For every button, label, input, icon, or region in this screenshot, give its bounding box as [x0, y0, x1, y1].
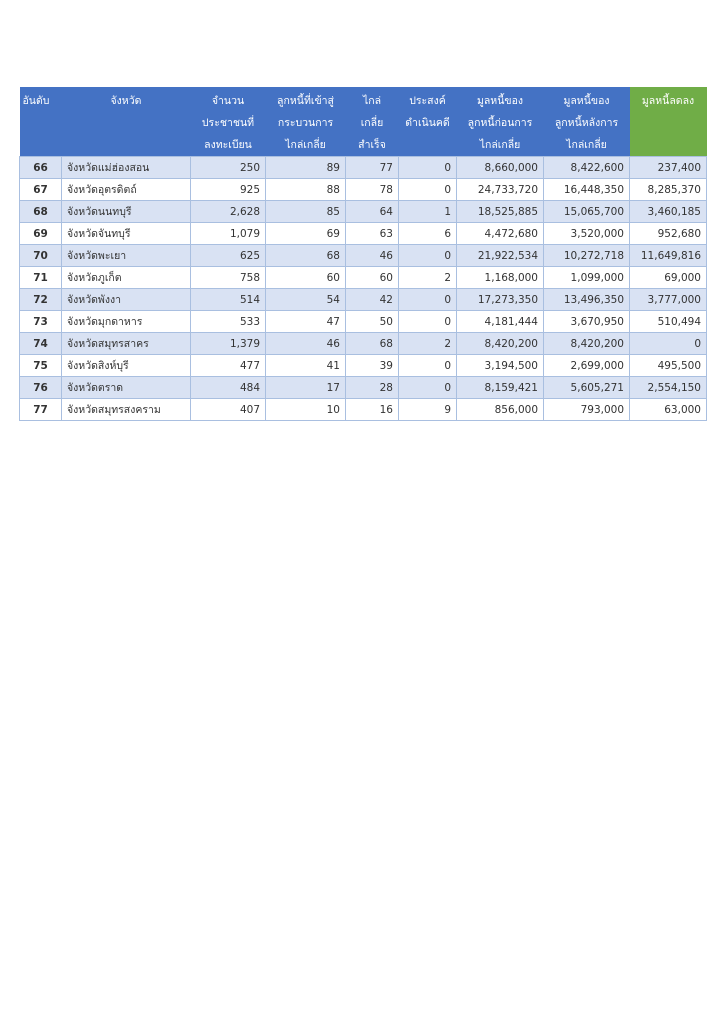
table-row — [20, 245, 707, 267]
debt-before-cell: 4,472,680 — [457, 223, 544, 245]
table-row — [20, 355, 707, 377]
rank-cell: 76 — [20, 377, 62, 399]
province-cell: จังหวัดพังงา — [62, 289, 191, 311]
table-row — [20, 223, 707, 245]
wish-to-sue-cell: 0 — [399, 157, 457, 179]
debt-before-cell: 24,733,720 — [457, 179, 544, 201]
header-entered-process — [266, 87, 346, 157]
wish-to-sue-cell: 9 — [399, 399, 457, 421]
header-debt-reduced — [630, 87, 707, 157]
header-text-line: จังหวัด — [110, 95, 142, 107]
table-row — [20, 179, 707, 201]
entered-process-cell: 17 — [266, 377, 346, 399]
mediated-success-cell: 78 — [346, 179, 399, 201]
table-row — [20, 267, 707, 289]
registered-cell: 533 — [191, 311, 266, 333]
header-text-line: ลูกหนี้หลังการ — [554, 117, 619, 129]
debt-reduced-cell: 2,554,150 — [630, 377, 707, 399]
debt-after-cell: 2,699,000 — [544, 355, 630, 377]
debt-reduced-cell: 3,460,185 — [630, 201, 707, 223]
header-text-line: ประสงค์ — [409, 95, 446, 107]
header-text-line: อันดับ — [22, 95, 50, 107]
mediated-success-cell: 63 — [346, 223, 399, 245]
mediated-success-cell: 60 — [346, 267, 399, 289]
debt-before-cell: 4,181,444 — [457, 311, 544, 333]
mediated-success-cell: 64 — [346, 201, 399, 223]
rank-cell: 69 — [20, 223, 62, 245]
debt-reduced-cell: 0 — [630, 333, 707, 355]
mediated-success-cell: 16 — [346, 399, 399, 421]
entered-process-cell: 68 — [266, 245, 346, 267]
entered-process-cell: 60 — [266, 267, 346, 289]
entered-process-cell: 88 — [266, 179, 346, 201]
registered-cell: 2,628 — [191, 201, 266, 223]
mediated-success-cell: 42 — [346, 289, 399, 311]
rank-cell: 70 — [20, 245, 62, 267]
header-text-line: มูลหนี้ลดลง — [641, 95, 695, 107]
registered-cell: 758 — [191, 267, 266, 289]
rank-cell: 73 — [20, 311, 62, 333]
registered-cell: 925 — [191, 179, 266, 201]
header-registered — [191, 87, 266, 157]
debt-after-cell: 8,422,600 — [544, 157, 630, 179]
debt-after-cell: 5,605,271 — [544, 377, 630, 399]
header-text-line: ไกล่เกลี่ย — [566, 139, 607, 151]
debt-reduced-cell: 3,777,000 — [630, 289, 707, 311]
header-text-line: ลูกหนี้ที่เข้าสู่ — [277, 95, 334, 107]
debt-reduced-cell: 11,649,816 — [630, 245, 707, 267]
table-body — [20, 157, 707, 421]
debt-after-cell: 3,520,000 — [544, 223, 630, 245]
debt-before-cell: 1,168,000 — [457, 267, 544, 289]
debt-before-cell: 17,273,350 — [457, 289, 544, 311]
entered-process-cell: 47 — [266, 311, 346, 333]
header-wish-to-sue — [399, 87, 457, 157]
province-cell: จังหวัดจันทบุรี — [62, 223, 191, 245]
debt-after-cell: 1,099,000 — [544, 267, 630, 289]
province-cell: จังหวัดสิงห์บุรี — [62, 355, 191, 377]
header-row — [20, 87, 707, 157]
entered-process-cell: 10 — [266, 399, 346, 421]
province-cell: จังหวัดแม่ฮ่องสอน — [62, 157, 191, 179]
rank-cell: 77 — [20, 399, 62, 421]
rank-cell: 71 — [20, 267, 62, 289]
wish-to-sue-cell: 1 — [399, 201, 457, 223]
province-cell: จังหวัดอุตรดิตถ์ — [62, 179, 191, 201]
mediated-success-cell: 39 — [346, 355, 399, 377]
mediated-success-cell: 68 — [346, 333, 399, 355]
province-cell: จังหวัดมุกดาหาร — [62, 311, 191, 333]
province-cell: จังหวัดพะเยา — [62, 245, 191, 267]
table-row — [20, 333, 707, 355]
province-cell: จังหวัดภูเก็ต — [62, 267, 191, 289]
header-text-line: ดำเนินคดี — [405, 117, 450, 129]
debt-before-cell: 8,159,421 — [457, 377, 544, 399]
header-text-line: ไกล่เกลี่ย — [285, 139, 326, 151]
entered-process-cell: 69 — [266, 223, 346, 245]
registered-cell: 1,079 — [191, 223, 266, 245]
rank-cell: 66 — [20, 157, 62, 179]
header-text-line: จำนวน — [211, 95, 245, 107]
table-row — [20, 289, 707, 311]
entered-process-cell: 85 — [266, 201, 346, 223]
header-province — [62, 87, 191, 157]
table-row — [20, 157, 707, 179]
header-text-line: ไกล่เกลี่ย — [479, 139, 521, 151]
debt-before-cell: 21,922,534 — [457, 245, 544, 267]
debt-after-cell: 10,272,718 — [544, 245, 630, 267]
debt-reduced-cell: 8,285,370 — [630, 179, 707, 201]
table-row — [20, 311, 707, 333]
mediated-success-cell: 46 — [346, 245, 399, 267]
registered-cell: 484 — [191, 377, 266, 399]
debt-reduced-cell: 510,494 — [630, 311, 707, 333]
wish-to-sue-cell: 6 — [399, 223, 457, 245]
table-row — [20, 399, 707, 421]
entered-process-cell: 46 — [266, 333, 346, 355]
wish-to-sue-cell: 0 — [399, 289, 457, 311]
header-rank — [20, 87, 62, 157]
registered-cell: 250 — [191, 157, 266, 179]
registered-cell: 407 — [191, 399, 266, 421]
province-cell: จังหวัดสมุทรสงคราม — [62, 399, 191, 421]
mediated-success-cell: 77 — [346, 157, 399, 179]
wish-to-sue-cell: 0 — [399, 179, 457, 201]
wish-to-sue-cell: 0 — [399, 377, 457, 399]
wish-to-sue-cell: 2 — [399, 267, 457, 289]
debt-before-cell: 8,660,000 — [457, 157, 544, 179]
debt-after-cell: 16,448,350 — [544, 179, 630, 201]
province-cell: จังหวัดนนทบุรี — [62, 201, 191, 223]
debt-after-cell: 8,420,200 — [544, 333, 630, 355]
rank-cell: 67 — [20, 179, 62, 201]
header-text-line: ลงทะเบียน — [204, 139, 252, 151]
entered-process-cell: 41 — [266, 355, 346, 377]
debt-reduced-cell: 495,500 — [630, 355, 707, 377]
table-row — [20, 377, 707, 399]
debt-after-cell: 15,065,700 — [544, 201, 630, 223]
header-text-line: ไกล่ — [362, 95, 382, 107]
wish-to-sue-cell: 0 — [399, 355, 457, 377]
header-text-line: มูลหนี้ของ — [476, 95, 524, 107]
rank-cell: 74 — [20, 333, 62, 355]
header-text-line: สำเร็จ — [358, 139, 386, 151]
header-debt-after — [544, 87, 630, 157]
wish-to-sue-cell: 2 — [399, 333, 457, 355]
header-text-line: เกลี่ย — [360, 117, 384, 129]
province-cell: จังหวัดตราด — [62, 377, 191, 399]
debt-before-cell: 856,000 — [457, 399, 544, 421]
province-cell: จังหวัดสมุทรสาคร — [62, 333, 191, 355]
rank-cell: 72 — [20, 289, 62, 311]
mediated-success-cell: 28 — [346, 377, 399, 399]
header-text-line: มูลหนี้ของ — [563, 95, 610, 107]
debt-after-cell: 793,000 — [544, 399, 630, 421]
registered-cell: 1,379 — [191, 333, 266, 355]
debt-reduced-cell: 952,680 — [630, 223, 707, 245]
header-mediated-success — [346, 87, 399, 157]
registered-cell: 625 — [191, 245, 266, 267]
header-text-line: ลูกหนี้ก่อนการ — [467, 117, 533, 129]
registered-cell: 477 — [191, 355, 266, 377]
mediated-success-cell: 50 — [346, 311, 399, 333]
wish-to-sue-cell: 0 — [399, 311, 457, 333]
debt-mediation-table — [19, 87, 707, 421]
rank-cell: 75 — [20, 355, 62, 377]
header-debt-before — [457, 87, 544, 157]
wish-to-sue-cell: 0 — [399, 245, 457, 267]
debt-after-cell: 3,670,950 — [544, 311, 630, 333]
entered-process-cell: 54 — [266, 289, 346, 311]
entered-process-cell: 89 — [266, 157, 346, 179]
debt-before-cell: 8,420,200 — [457, 333, 544, 355]
header-text-line: กระบวนการ — [277, 117, 334, 129]
debt-reduced-cell: 237,400 — [630, 157, 707, 179]
debt-reduced-cell: 69,000 — [630, 267, 707, 289]
rank-cell: 68 — [20, 201, 62, 223]
debt-after-cell: 13,496,350 — [544, 289, 630, 311]
header-text-line: ประชาชนที่ — [201, 117, 255, 129]
table-row — [20, 201, 707, 223]
debt-before-cell: 18,525,885 — [457, 201, 544, 223]
debt-reduced-cell: 63,000 — [630, 399, 707, 421]
debt-before-cell: 3,194,500 — [457, 355, 544, 377]
registered-cell: 514 — [191, 289, 266, 311]
